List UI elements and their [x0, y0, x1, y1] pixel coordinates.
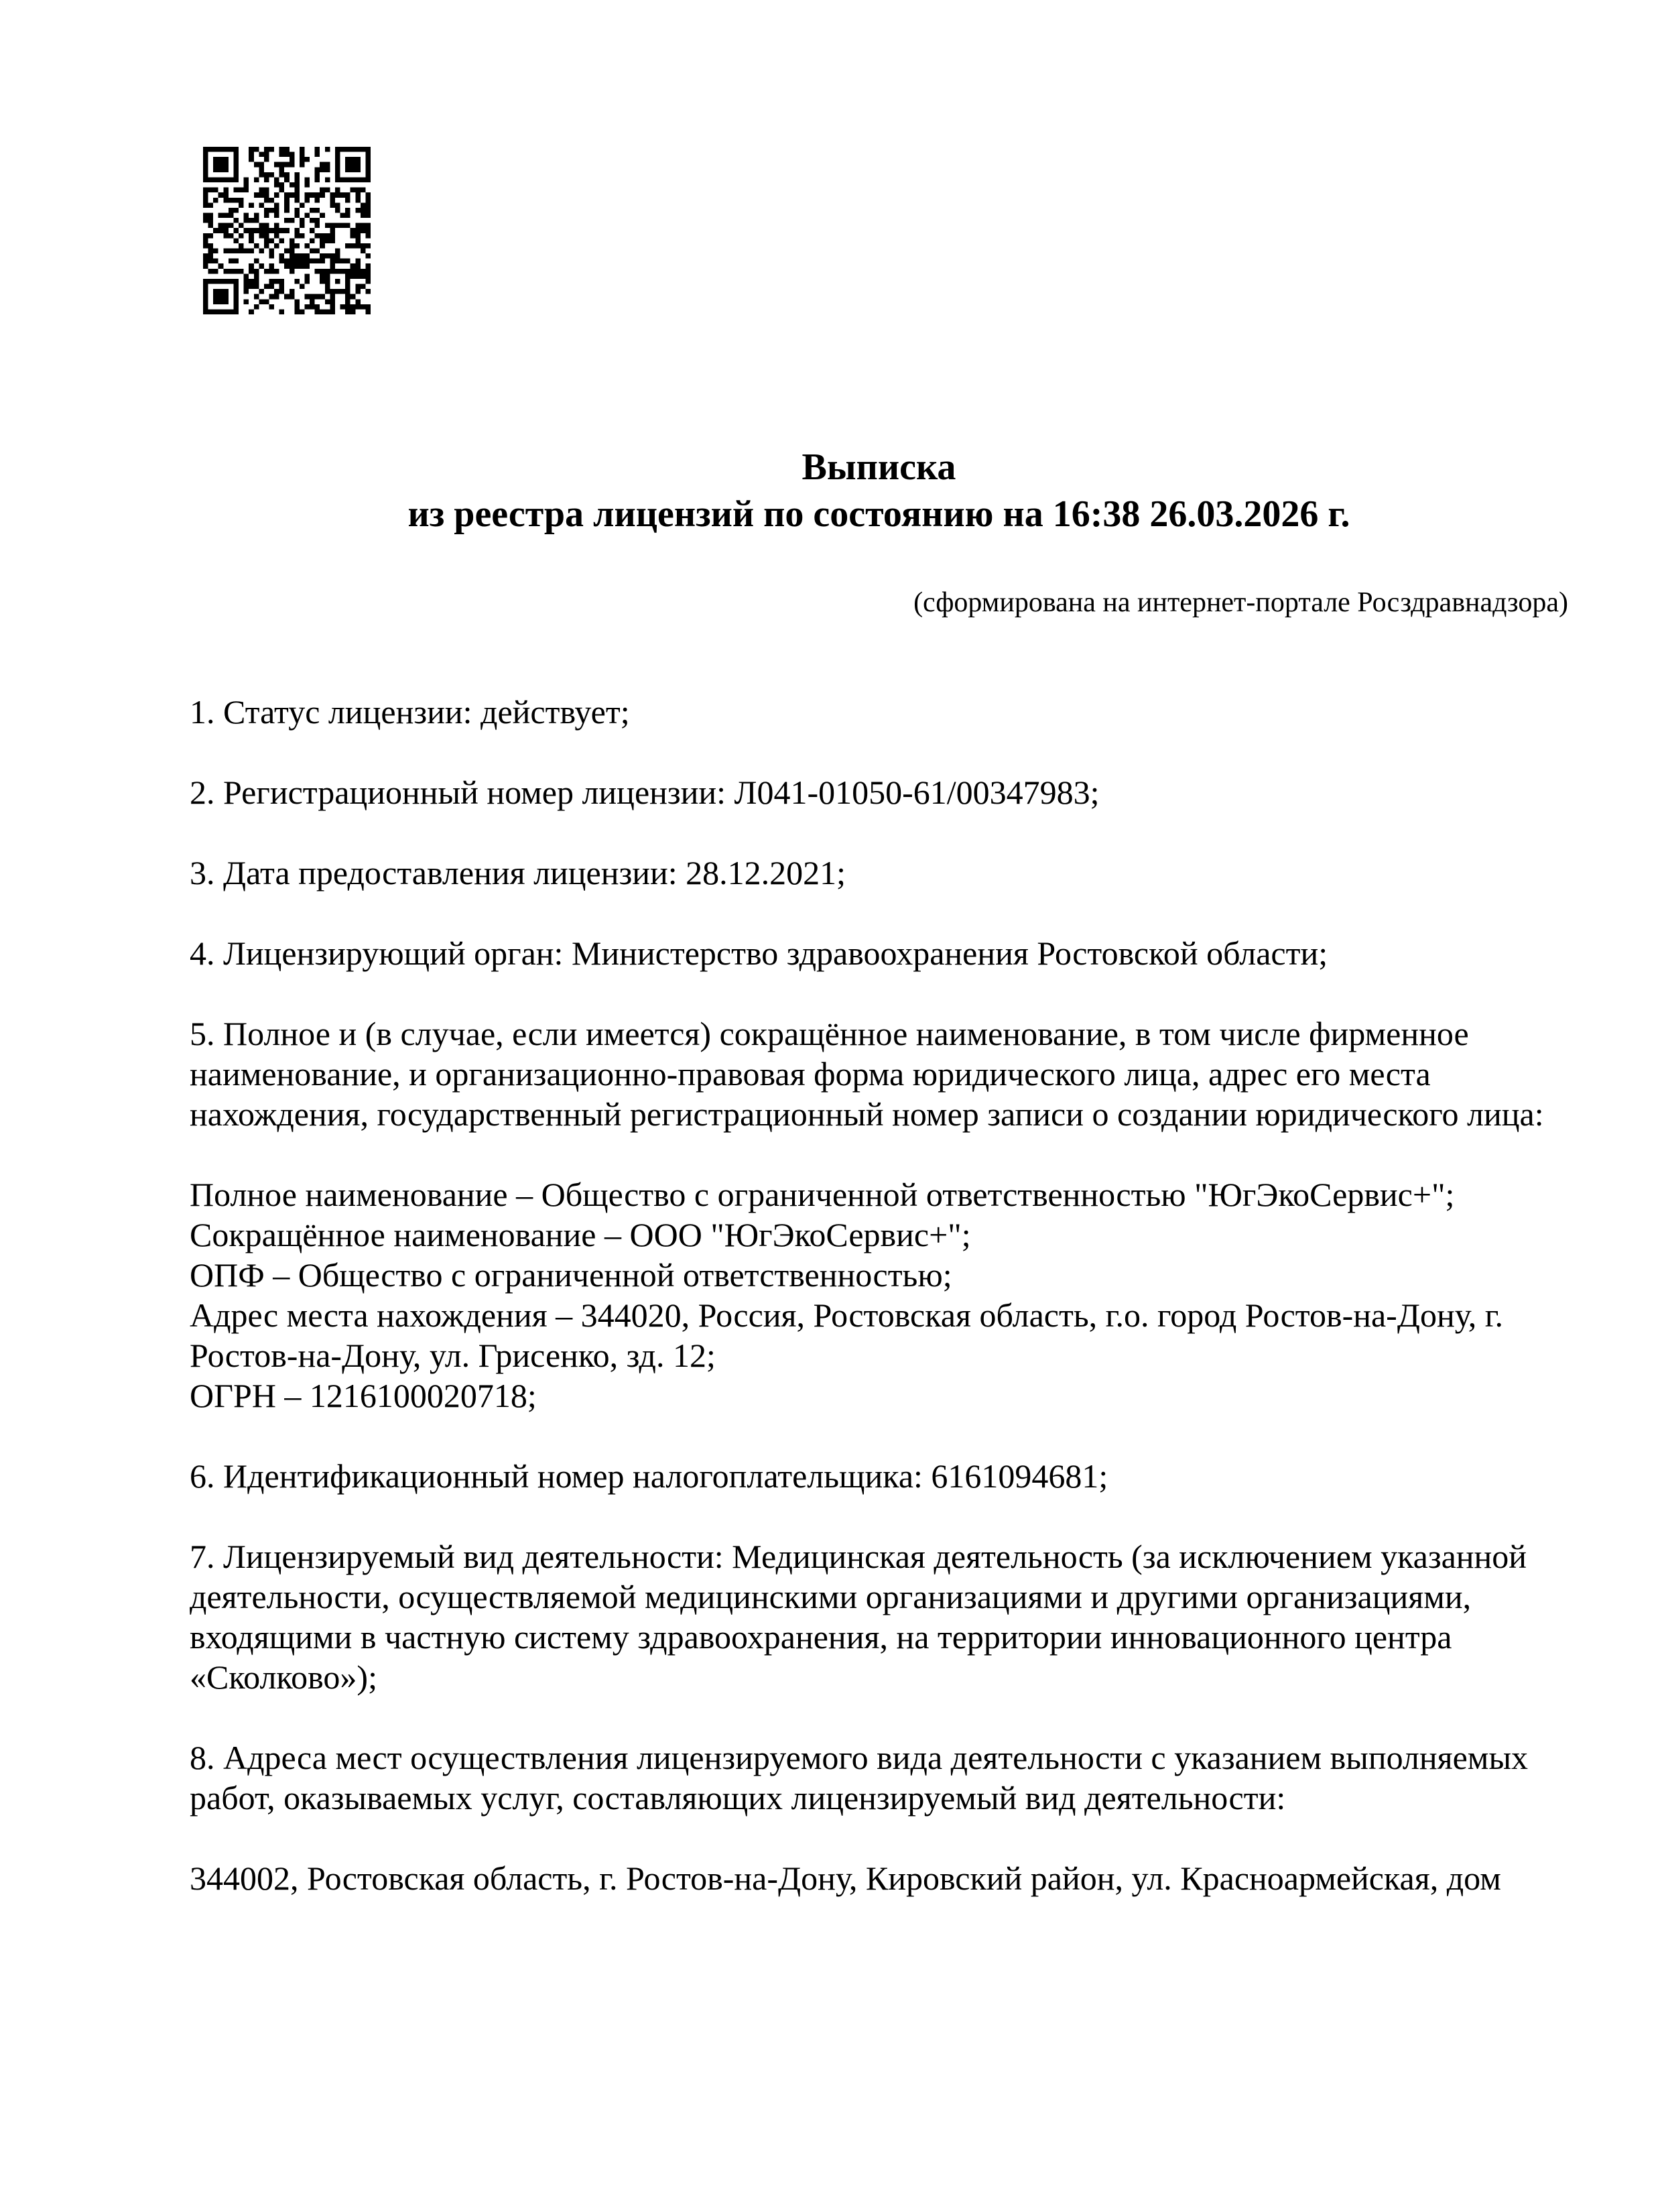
paragraph: 5. Полное и (в случае, если имеется) сокращённое наименование, в том числе фирменное наименование, и организационно-правовая форма юридического лица, адрес его места нахождения, государственный регистрационный номер записи о создании юридического лица: — [190, 1015, 1544, 1133]
paragraph-line: Сокращённое наименование – ООО "ЮгЭкоСервис+"; — [190, 1216, 971, 1253]
paragraph — [190, 1174, 1568, 1416]
paragraph: 4. Лицензирующий орган: Министерство здравоохранения Ростовской области; — [190, 934, 1328, 972]
paragraph: 1. Статус лицензии: действует; — [190, 693, 630, 731]
paragraph-line: Полное наименование – Общество с ограниченной ответственностью "ЮгЭкоСервис+"; — [190, 1176, 1455, 1213]
paragraph: 6. Идентификационный номер налогоплательщика: 6161094681; — [190, 1457, 1108, 1495]
qr-code-icon — [203, 147, 371, 314]
paragraph: 344002, Ростовская область, г. Ростов-на-Дону, Кировский район, ул. Красноармейская, дом — [190, 1859, 1501, 1897]
document-title — [190, 444, 1568, 538]
paragraph: 2. Регистрационный номер лицензии: Л041-01050-61/00347983; — [190, 774, 1100, 811]
paragraph: 8. Адреса мест осуществления лицензируемого вида деятельности с указанием выполняемых работ, оказываемых услуг, составляющих лицензируемый вид деятельности: — [190, 1739, 1529, 1817]
paragraph-line: Адрес места нахождения – 344020, Россия, Ростовская область, г.о. город Ростов-на-Дону, г. Ростов-на-Дону, ул. Грисенко, зд. 12; — [190, 1296, 1504, 1374]
document-subtitle: (сформирована на интернет-портале Росздравнадзора) — [913, 587, 1568, 618]
paragraph-line: ОГРН – 1216100020718; — [190, 1377, 537, 1414]
paragraph-line: ОПФ – Общество с ограниченной ответственностью; — [190, 1256, 952, 1294]
paragraph: 7. Лицензируемый вид деятельности: Медицинская деятельность (за исключением указанной деятельности, осуществляемой медицинскими организациями и другими организациями, входящими в частную систему здравоохранения, на территории инновационного центра «Сколково»); — [190, 1538, 1527, 1696]
paragraph: 3. Дата предоставления лицензии: 28.12.2021; — [190, 854, 846, 892]
title-line-2: из реестра лицензий по состоянию на 16:38 26.03.2026 г. — [407, 493, 1350, 535]
document-body — [190, 692, 1568, 1898]
title-line-1: Выписка — [802, 446, 956, 488]
